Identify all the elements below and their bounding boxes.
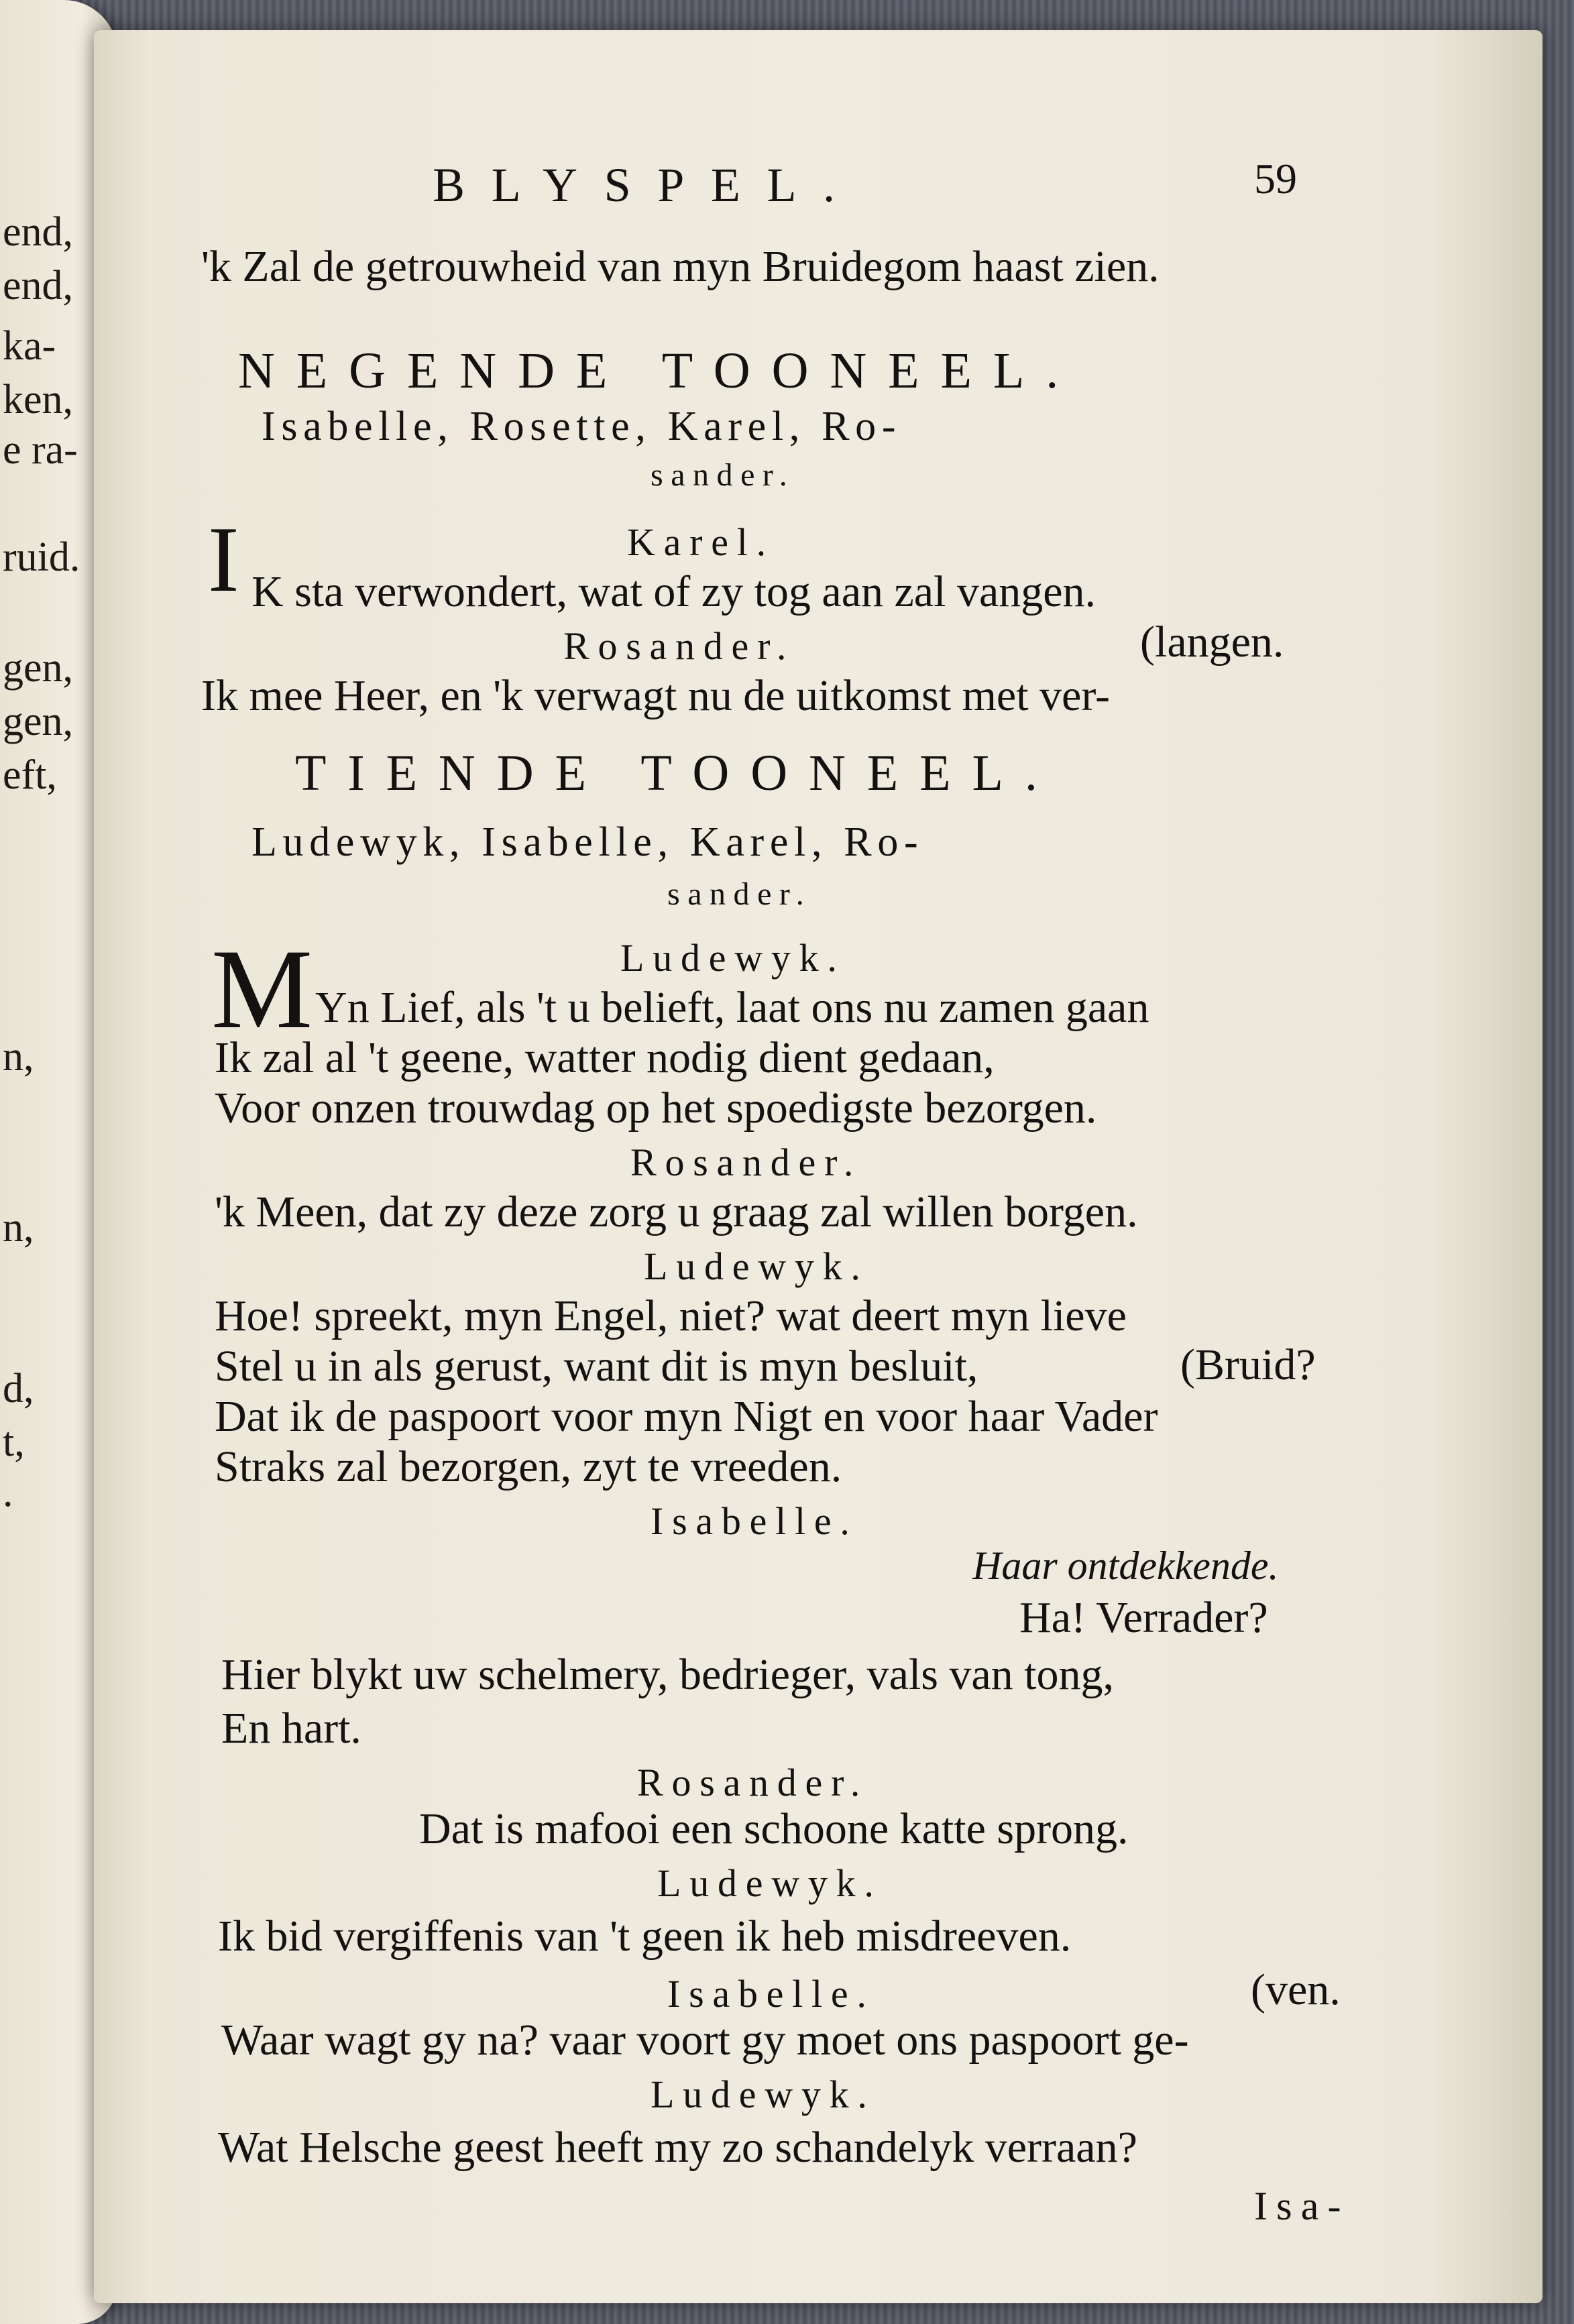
drop-cap: M	[211, 926, 313, 1052]
margin-fragment: n,	[3, 1205, 34, 1251]
margin-fragment: ka-	[3, 323, 56, 369]
verse-line: Ik bid vergiffenis van 't geen ik heb misdreeven.	[218, 1912, 1072, 1961]
verse-line: Ik zal al 't geene, watter nodig dient gedaan,	[215, 1033, 995, 1082]
verse-line: K sta verwondert, wat of zy tog aan zal vangen.	[251, 567, 1097, 616]
turnover-word: (ven.	[1251, 1965, 1341, 2014]
page-number: 59	[1254, 155, 1297, 202]
margin-fragment: eft,	[3, 752, 57, 798]
cast-list: Isabelle, Rosette, Karel, Ro-	[262, 404, 902, 449]
verse-line: Ha! Verrader?	[1019, 1593, 1268, 1642]
speaker-name: Ludewyk.	[644, 1244, 869, 1288]
verse-line: Wat Helsche geest heeft my zo schandelyk verraan?	[218, 2123, 1137, 2172]
margin-fragment: ken,	[3, 377, 74, 422]
cast-list: sander.	[651, 457, 795, 493]
cast-list: sander.	[667, 876, 812, 912]
margin-fragment: .	[3, 1470, 13, 1515]
speaker-name: Ludewyk.	[620, 936, 846, 980]
margin-fragment: n,	[3, 1034, 34, 1080]
book-page	[94, 30, 1542, 2303]
margin-fragment: e ra-	[3, 427, 78, 473]
verse-line: 'k Meen, dat zy deze zorg u graag zal willen borgen.	[215, 1187, 1138, 1236]
margin-fragment: d,	[3, 1366, 34, 1411]
turnover-word: (langen.	[1140, 618, 1284, 666]
verse-line: Yn Lief, als 't u belieft, laat ons nu zamen gaan	[315, 983, 1149, 1032]
cast-list: Ludewyk, Isabelle, Karel, Ro-	[251, 819, 924, 865]
speaker-name: Rosander.	[637, 1761, 869, 1804]
verse-line: Hoe! spreekt, myn Engel, niet? wat deert myn lieve	[215, 1291, 1127, 1340]
drop-cap: I	[208, 508, 239, 612]
verse-line: Hier blykt uw schelmery, bedrieger, vals van tong,	[221, 1650, 1115, 1699]
margin-fragment: end,	[3, 263, 74, 308]
speaker-name: Rosander.	[563, 624, 795, 668]
verse-line: Straks zal bezorgen, zyt te vreeden.	[215, 1442, 842, 1491]
speaker-name: Isabelle.	[667, 1972, 875, 2016]
margin-fragment: gen,	[3, 699, 74, 744]
speaker-name: Karel.	[627, 520, 775, 564]
verse-line: Voor onzen trouwdag op het spoedigste bezorgen.	[215, 1084, 1097, 1132]
scene-title: TIENDE TOONEEL.	[295, 745, 1059, 801]
margin-fragment: end,	[3, 209, 74, 255]
verse-line: En hart.	[221, 1704, 361, 1753]
verse-line: Dat is mafooi een schoone katte sprong.	[419, 1804, 1129, 1853]
scene-title: NEGENDE TOONEEL.	[238, 343, 1080, 399]
speaker-name: Rosander.	[630, 1141, 862, 1184]
running-title: BLYSPEL.	[433, 158, 862, 212]
turnover-word: (Bruid?	[1180, 1340, 1316, 1389]
margin-fragment: t,	[3, 1419, 25, 1465]
stage-direction: Haar ontdekkende.	[972, 1544, 1279, 1588]
margin-fragment: gen,	[3, 645, 74, 691]
margin-fragment: ruid.	[3, 534, 80, 580]
speaker-name: Ludewyk.	[657, 1861, 883, 1905]
verse-line: 'k Zal de getrouwheid van myn Bruidegom haast zien.	[201, 242, 1160, 291]
speaker-name: Isabelle.	[651, 1499, 858, 1543]
catchword: Isa-	[1254, 2184, 1350, 2228]
verse-line: Ik mee Heer, en 'k verwagt nu de uitkomst met ver-	[201, 671, 1110, 720]
speaker-name: Ludewyk.	[651, 2073, 876, 2116]
verse-line: Dat ik de paspoort voor myn Nigt en voor haar Vader	[215, 1392, 1158, 1441]
verse-line: Waar wagt gy na? vaar voort gy moet ons paspoort ge-	[221, 2016, 1189, 2065]
verse-line: Stel u in als gerust, want dit is myn besluit,	[215, 1342, 978, 1391]
